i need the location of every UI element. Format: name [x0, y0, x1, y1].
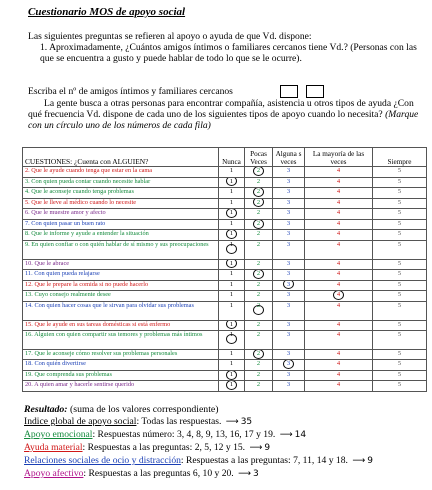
question-text: 15. Que le ayude en sus tareas domésticas si está enfermo — [23, 320, 219, 331]
answer-value: 4 — [336, 259, 341, 267]
answer-option-4[interactable] — [305, 370, 373, 381]
results-note: (suma de los valores correspondiente) — [70, 404, 219, 415]
answer-value: 5 — [397, 198, 402, 206]
arrow-icon: ⟶ — [238, 469, 252, 479]
question-text: 18. Con quién divertirse — [23, 360, 219, 371]
answer-value: 4 — [336, 301, 341, 309]
question-text: 8. Que le informe y ayude a entender la situación — [23, 230, 219, 241]
answer-option-2[interactable] — [245, 349, 273, 360]
table-body — [23, 167, 427, 392]
answer-value: 4 — [336, 331, 341, 339]
answer-value: 5 — [397, 209, 402, 217]
answer-option-4[interactable] — [305, 198, 373, 209]
answer-option-5[interactable] — [373, 349, 427, 360]
answer-option-5[interactable] — [373, 270, 427, 281]
answer-value: 5 — [397, 349, 402, 357]
result-global-score: 35 — [240, 417, 253, 427]
result-affective — [24, 468, 259, 479]
answer-option-5[interactable] — [373, 219, 427, 230]
answer-value: 3 — [286, 381, 291, 389]
answer-value: 1 — [229, 320, 234, 328]
answer-value: 4 — [336, 381, 341, 389]
answer-value: 5 — [397, 291, 402, 299]
selection-circle-icon — [253, 167, 264, 176]
table-row — [23, 331, 427, 350]
selection-circle-icon — [253, 188, 264, 197]
answer-value: 3 — [286, 198, 291, 206]
answer-option-1[interactable] — [219, 219, 245, 230]
answer-value: 1 — [229, 230, 234, 238]
selection-circle-icon — [333, 291, 344, 300]
answer-value: 1 — [229, 270, 234, 278]
answer-option-1[interactable] — [219, 370, 245, 381]
answer-value: 5 — [397, 259, 402, 267]
table-row — [23, 270, 427, 281]
answer-option-2[interactable] — [245, 280, 273, 291]
answer-option-1[interactable] — [219, 291, 245, 302]
answer-option-4[interactable] — [305, 230, 373, 241]
answer-value: 3 — [286, 240, 291, 248]
instructions-italic: (Marque con un círculo uno de los números de cada fila) — [28, 109, 419, 131]
answer-value: 1 — [229, 360, 234, 368]
answer-option-2[interactable] — [245, 259, 273, 270]
selection-circle-icon — [253, 349, 264, 358]
answer-value: 1 — [229, 331, 234, 339]
answer-value: 5 — [397, 167, 402, 174]
answer-option-1[interactable] — [219, 240, 245, 259]
header-mayoria: La mayoría de las veces — [305, 148, 373, 167]
question-text: 6. Que le muestre amor y afecto — [23, 209, 219, 220]
answer-option-3[interactable] — [273, 177, 305, 188]
answer-option-5[interactable] — [373, 291, 427, 302]
answer-value: 4 — [336, 280, 341, 288]
answer-option-2[interactable] — [245, 167, 273, 178]
question-text: 20. A quien amar y hacerle sentirse querido — [23, 381, 219, 392]
answer-value: 3 — [286, 209, 291, 217]
answer-option-4[interactable] — [305, 219, 373, 230]
answer-option-2[interactable] — [245, 209, 273, 220]
instructions-text — [28, 98, 420, 131]
table-row — [23, 230, 427, 241]
answer-option-5[interactable] — [373, 301, 427, 320]
answer-value: 5 — [397, 177, 402, 185]
answer-value: 4 — [336, 209, 341, 217]
arrow-icon: ⟶ — [352, 456, 366, 466]
answer-value: 1 — [229, 381, 234, 389]
answer-box-1[interactable] — [280, 85, 298, 98]
question-1-number: 1. — [40, 42, 48, 53]
result-emotional-text: : Respuestas número: 3, 4, 8, 9, 13, 16, 17 y 19. — [92, 429, 276, 440]
answer-option-2[interactable] — [245, 230, 273, 241]
answer-option-4[interactable] — [305, 320, 373, 331]
answer-option-1[interactable] — [219, 259, 245, 270]
question-1 — [40, 42, 420, 64]
answer-value: 1 — [229, 240, 234, 248]
question-text: 17. Que le aconseje cómo resolver sus problemas personales — [23, 349, 219, 360]
table-row — [23, 320, 427, 331]
answer-value: 5 — [397, 230, 402, 238]
answer-option-3[interactable] — [273, 301, 305, 320]
answer-option-1[interactable] — [219, 301, 245, 320]
answer-value: 3 — [286, 280, 291, 288]
answer-value: 5 — [397, 240, 402, 248]
answer-option-5[interactable] — [373, 209, 427, 220]
answer-value: 1 — [229, 177, 234, 185]
answer-option-3[interactable] — [273, 240, 305, 259]
table-row — [23, 280, 427, 291]
answer-value: 2 — [256, 291, 261, 299]
answer-option-5[interactable] — [373, 240, 427, 259]
table-row — [23, 291, 427, 302]
question-text: 13. Cuyo consejo realmente desee — [23, 291, 219, 302]
answer-option-1[interactable] — [219, 270, 245, 281]
answer-value: 2 — [256, 301, 261, 309]
answer-value: 2 — [256, 240, 261, 248]
answer-option-5[interactable] — [373, 360, 427, 371]
answer-box-2[interactable] — [306, 85, 324, 98]
answer-value: 1 — [229, 280, 234, 288]
result-affective-score: 3 — [253, 469, 259, 479]
table-header-row — [23, 148, 427, 167]
answer-option-2[interactable] — [245, 270, 273, 281]
answer-value: 4 — [336, 360, 341, 368]
answer-value: 4 — [336, 177, 341, 185]
answer-value: 2 — [256, 209, 261, 217]
header-pocas-veces: Pocas Veces — [245, 148, 273, 167]
intro-text: Las siguientes preguntas se refieren al apoyo o ayuda de que Vd. dispone: — [28, 31, 312, 42]
arrow-icon: ⟶ — [249, 443, 263, 453]
table-row — [23, 370, 427, 381]
table-row — [23, 360, 427, 371]
answer-option-1[interactable] — [219, 349, 245, 360]
selection-circle-icon — [226, 259, 237, 268]
answer-option-5[interactable] — [373, 167, 427, 178]
selection-circle-icon — [226, 209, 237, 218]
answer-option-3[interactable] — [273, 270, 305, 281]
selection-circle-icon — [283, 280, 294, 289]
answer-option-1[interactable] — [219, 320, 245, 331]
answer-value: 1 — [229, 301, 234, 309]
answer-value: 3 — [286, 270, 291, 278]
answer-value: 1 — [229, 219, 234, 227]
selection-circle-icon — [253, 198, 264, 207]
answer-value: 1 — [229, 167, 234, 174]
answer-option-2[interactable] — [245, 198, 273, 209]
answer-value: 3 — [286, 188, 291, 196]
answer-option-5[interactable] — [373, 280, 427, 291]
answer-option-1[interactable] — [219, 381, 245, 392]
answer-option-4[interactable] — [305, 349, 373, 360]
answer-value: 1 — [229, 198, 234, 206]
answer-value: 2 — [256, 230, 261, 238]
answer-option-4[interactable] — [305, 381, 373, 392]
answer-option-3[interactable] — [273, 349, 305, 360]
document-title: Cuestionario MOS de apoyo social — [28, 6, 186, 18]
answer-option-5[interactable] — [373, 320, 427, 331]
answer-option-3[interactable] — [273, 370, 305, 381]
answer-option-1[interactable] — [219, 209, 245, 220]
answer-option-1[interactable] — [219, 360, 245, 371]
selection-circle-icon — [253, 305, 264, 315]
question-1-text: Aproximadamente, ¿Cuántos amigos íntimos o familiares cercanos tiene Vd.? (Personas con las que se encuentra a gusto y puede hablar de todo lo que se le ocurre). — [40, 42, 417, 64]
answer-option-3[interactable] — [273, 188, 305, 199]
answer-value: 2 — [256, 167, 261, 174]
answer-value: 3 — [286, 219, 291, 227]
answer-option-3[interactable] — [273, 381, 305, 392]
arrow-icon: ⟶ — [225, 417, 239, 427]
question-text: 12. Que le prepare la comida si no puede hacerlo — [23, 280, 219, 291]
answer-option-4[interactable] — [305, 167, 373, 178]
answer-value: 4 — [336, 198, 341, 206]
answer-option-2[interactable] — [245, 291, 273, 302]
answer-value: 5 — [397, 301, 402, 309]
answer-value: 3 — [286, 259, 291, 267]
result-material — [24, 442, 270, 453]
answer-value: 2 — [256, 188, 261, 196]
selection-circle-icon — [253, 270, 264, 279]
answer-option-4[interactable] — [305, 177, 373, 188]
answer-value: 4 — [336, 188, 341, 196]
table-row — [23, 240, 427, 259]
answer-option-2[interactable] — [245, 301, 273, 320]
answer-value: 2 — [256, 360, 261, 368]
header-questions: CUESTIONES: ¿Cuenta con ALGUIEN? — [23, 148, 219, 167]
answer-value: 1 — [229, 209, 234, 217]
answer-option-2[interactable] — [245, 219, 273, 230]
answer-option-5[interactable] — [373, 177, 427, 188]
header-nunca: Nunca — [219, 148, 245, 167]
result-affective-head: Apoyo afectivo — [24, 468, 84, 479]
answer-option-5[interactable] — [373, 331, 427, 350]
answer-value: 5 — [397, 381, 402, 389]
answer-option-2[interactable] — [245, 360, 273, 371]
question-text: 3. Con quien pueda contar cuando necesite hablar — [23, 177, 219, 188]
answer-value: 4 — [336, 370, 341, 378]
selection-circle-icon — [226, 334, 237, 344]
answer-value: 2 — [256, 331, 261, 339]
question-text: 4. Que le aconseje cuando tenga problemas — [23, 188, 219, 199]
answer-value: 1 — [229, 291, 234, 299]
answer-value: 3 — [286, 320, 291, 328]
answer-option-3[interactable] — [273, 320, 305, 331]
answer-value: 3 — [286, 177, 291, 185]
question-text: 10. Que le abrace — [23, 259, 219, 270]
table-row — [23, 219, 427, 230]
answer-value: 4 — [336, 219, 341, 227]
answer-value: 3 — [286, 360, 291, 368]
answer-option-4[interactable] — [305, 240, 373, 259]
answer-value: 3 — [286, 167, 291, 174]
result-emotional-score: 14 — [294, 430, 307, 440]
answer-option-2[interactable] — [245, 177, 273, 188]
answer-value: 2 — [256, 349, 261, 357]
answer-value: 5 — [397, 360, 402, 368]
answer-value: 1 — [229, 259, 234, 267]
answer-option-1[interactable] — [219, 177, 245, 188]
question-1-answer-label: Escriba el nº de amigos íntimos y familiares cercanos — [28, 86, 233, 97]
result-affective-text: : Respuestas a las preguntas 6, 10 y 20. — [83, 468, 234, 479]
question-text: 14. Con quien hacer cosas que le sirvan para olvidar sus problemas — [23, 301, 219, 320]
selection-circle-icon — [226, 177, 237, 186]
answer-option-3[interactable] — [273, 209, 305, 220]
answer-option-5[interactable] — [373, 230, 427, 241]
question-text: 11. Con quien pueda relajarse — [23, 270, 219, 281]
answer-option-5[interactable] — [373, 259, 427, 270]
table-row — [23, 198, 427, 209]
result-global — [24, 416, 252, 427]
answer-option-3[interactable] — [273, 219, 305, 230]
answer-value: 2 — [256, 320, 261, 328]
result-emotional-head: Apoyo emocional — [24, 429, 93, 440]
answer-option-1[interactable] — [219, 198, 245, 209]
table-row — [23, 167, 427, 178]
selection-circle-icon — [226, 320, 237, 329]
table-row — [23, 209, 427, 220]
answer-value: 3 — [286, 370, 291, 378]
answer-value: 4 — [336, 320, 341, 328]
question-text: 16. Alguien con quien compartir sus temores y problemas más íntimos — [23, 331, 219, 350]
answer-option-4[interactable] — [305, 291, 373, 302]
answer-option-5[interactable] — [373, 370, 427, 381]
answer-option-3[interactable] — [273, 291, 305, 302]
answer-option-2[interactable] — [245, 320, 273, 331]
answer-value: 3 — [286, 349, 291, 357]
table-row — [23, 188, 427, 199]
answer-option-3[interactable] — [273, 331, 305, 350]
answer-value: 3 — [286, 331, 291, 339]
answer-option-4[interactable] — [305, 331, 373, 350]
answer-option-4[interactable] — [305, 209, 373, 220]
question-text: 19. Que comprenda sus problemas — [23, 370, 219, 381]
question-text: 2. Que le ayude cuando tenga que estar en la cama — [23, 167, 219, 178]
result-leisure-head: Relaciones sociales de ocio y distracción — [24, 455, 181, 466]
answer-value: 2 — [256, 270, 261, 278]
table-row — [23, 349, 427, 360]
answer-value: 4 — [336, 349, 341, 357]
answer-value: 5 — [397, 270, 402, 278]
instructions-main: La gente busca a otras personas para encontrar compañía, asistencia u otros tipos de ayuda ¿Con qué frecuencia Vd. dispone de cada uno de los siguientes tipos de apoyo cuando lo necesita? — [28, 98, 414, 120]
answer-option-1[interactable] — [219, 167, 245, 178]
answer-value: 2 — [256, 219, 261, 227]
table-row — [23, 177, 427, 188]
answer-value: 4 — [336, 240, 341, 248]
answer-option-4[interactable] — [305, 270, 373, 281]
questions-table — [22, 147, 427, 392]
result-emotional — [24, 429, 306, 440]
answer-value: 2 — [256, 381, 261, 389]
answer-option-3[interactable] — [273, 259, 305, 270]
result-global-text: : Todas las respuestas. — [136, 416, 222, 427]
answer-value: 4 — [336, 291, 341, 299]
result-leisure-score: 9 — [367, 456, 373, 466]
answer-value: 5 — [397, 370, 402, 378]
answer-option-4[interactable] — [305, 188, 373, 199]
answer-value: 2 — [256, 280, 261, 288]
answer-value: 1 — [229, 188, 234, 196]
answer-option-4[interactable] — [305, 360, 373, 371]
answer-option-2[interactable] — [245, 381, 273, 392]
selection-circle-icon — [226, 370, 237, 379]
answer-option-1[interactable] — [219, 230, 245, 241]
answer-option-4[interactable] — [305, 259, 373, 270]
selection-circle-icon — [226, 244, 237, 254]
table-row — [23, 301, 427, 320]
question-text: 5. Que le lleve al médico cuando lo necesite — [23, 198, 219, 209]
table-row — [23, 259, 427, 270]
answer-option-3[interactable] — [273, 167, 305, 178]
answer-option-1[interactable] — [219, 188, 245, 199]
result-material-text: : Respuestas a las preguntas: 2, 5, 12 y 15. — [82, 442, 246, 453]
results-title — [24, 404, 219, 415]
answer-option-3[interactable] — [273, 198, 305, 209]
results-label: Resultado: — [24, 404, 68, 415]
answer-value: 5 — [397, 331, 402, 339]
answer-option-1[interactable] — [219, 331, 245, 350]
header-algunas-veces: Alguna s veces — [273, 148, 305, 167]
answer-value: 5 — [397, 219, 402, 227]
result-leisure-text: : Respuestas a las preguntas: 7, 11, 14 y 18. — [180, 455, 348, 466]
answer-value: 2 — [256, 177, 261, 185]
result-material-head: Ayuda material — [24, 442, 83, 453]
answer-value: 2 — [256, 259, 261, 267]
result-leisure — [24, 455, 373, 466]
selection-circle-icon — [226, 230, 237, 239]
answer-value: 1 — [229, 349, 234, 357]
result-material-score: 9 — [264, 443, 271, 453]
selection-circle-icon — [253, 219, 264, 228]
answer-value: 3 — [286, 230, 291, 238]
selection-circle-icon — [283, 360, 294, 369]
answer-value: 5 — [397, 320, 402, 328]
answer-option-3[interactable] — [273, 360, 305, 371]
answer-option-2[interactable] — [245, 188, 273, 199]
answer-option-4[interactable] — [305, 301, 373, 320]
table-row — [23, 381, 427, 392]
result-global-head: Indice global de apoyo social — [24, 416, 137, 427]
answer-value: 1 — [229, 370, 234, 378]
header-siempre: Siempre — [373, 148, 427, 167]
answer-option-2[interactable] — [245, 331, 273, 350]
question-text: 9. En quien confiar o con quién hablar de sí mismo y sus preocupaciones — [23, 240, 219, 259]
answer-option-3[interactable] — [273, 230, 305, 241]
answer-value: 5 — [397, 280, 402, 288]
answer-value: 4 — [336, 167, 341, 174]
answer-value: 2 — [256, 370, 261, 378]
arrow-icon: ⟶ — [279, 430, 293, 440]
selection-circle-icon — [226, 381, 237, 390]
answer-value: 5 — [397, 188, 402, 196]
answer-value: 4 — [336, 230, 341, 238]
answer-option-2[interactable] — [245, 370, 273, 381]
answer-value: 3 — [286, 291, 291, 299]
answer-option-3[interactable] — [273, 280, 305, 291]
answer-value: 3 — [286, 301, 291, 309]
question-text: 7. Con quien pasar un buen rato — [23, 219, 219, 230]
answer-option-1[interactable] — [219, 280, 245, 291]
answer-option-2[interactable] — [245, 240, 273, 259]
answer-option-5[interactable] — [373, 188, 427, 199]
answer-value: 2 — [256, 198, 261, 206]
answer-option-4[interactable] — [305, 280, 373, 291]
answer-option-5[interactable] — [373, 198, 427, 209]
answer-value: 4 — [336, 270, 341, 278]
answer-option-5[interactable] — [373, 381, 427, 392]
